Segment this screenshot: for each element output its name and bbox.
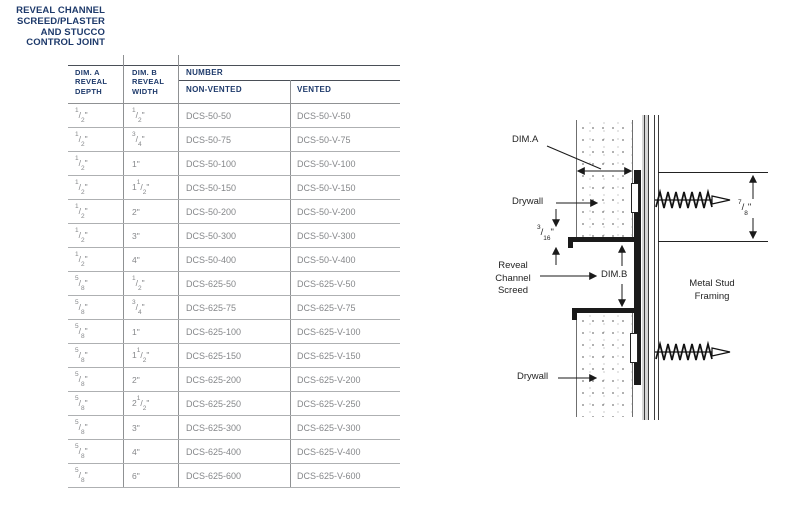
cell-vented: DCS-50-V-100 (297, 158, 356, 169)
cell-vented: DCS-625-V-150 (297, 350, 361, 361)
flange-thickness-label: $^3/_{16}$" (537, 224, 554, 242)
cell-vented: DCS-625-V-100 (297, 326, 361, 337)
cell-dim-b: $^1/_2$" (132, 274, 145, 292)
cell-dim-a: $^5/_8$" (75, 418, 88, 436)
cell-non-vented: DCS-625-400 (186, 446, 242, 457)
cell-dim-a: $^1/_2$" (75, 154, 88, 172)
table-row (68, 104, 400, 128)
cell-non-vented: DCS-625-100 (186, 326, 242, 337)
cell-vented: DCS-50-V-400 (297, 254, 356, 265)
cell-non-vented: DCS-625-600 (186, 470, 242, 481)
table-rows (68, 103, 400, 488)
cell-vented: DCS-50-V-50 (297, 110, 351, 121)
cell-non-vented: DCS-50-50 (186, 110, 232, 121)
screw-lower-icon (655, 344, 730, 360)
cell-dim-b: 2" (132, 206, 140, 217)
cell-vented: DCS-625-V-400 (297, 446, 361, 457)
cell-vented: DCS-625-V-300 (297, 422, 361, 433)
cell-non-vented: DCS-50-200 (186, 206, 237, 217)
header-vented: VENTED (297, 85, 332, 94)
cell-non-vented: DCS-625-150 (186, 350, 242, 361)
reveal-channel-label: Reveal Channel Screed (495, 260, 531, 296)
dim-a-label: DIM.A (512, 134, 539, 145)
cell-vented: DCS-50-V-200 (297, 206, 356, 217)
table-row (68, 320, 400, 344)
cell-dim-a: $^1/_2$" (75, 178, 88, 196)
cell-dim-b: 2" (132, 374, 140, 385)
cell-dim-b: 4" (132, 254, 140, 265)
table-row (68, 224, 400, 248)
title-line: SCREED/PLASTER (17, 15, 105, 27)
cell-dim-b: $1^1/_2$" (132, 178, 150, 196)
cell-vented: DCS-50-V-150 (297, 182, 356, 193)
cell-dim-a: $^1/_2$" (75, 226, 88, 244)
cell-vented: DCS-625-V-75 (297, 302, 356, 313)
cell-dim-b: 4" (132, 446, 140, 457)
cell-dim-a: $^5/_8$" (75, 442, 88, 460)
cell-vented: DCS-50-V-300 (297, 230, 356, 241)
title-line: AND STUCCO (40, 26, 105, 38)
drywall-upper-label: Drywall (512, 196, 544, 207)
table-row (68, 344, 400, 368)
cell-non-vented: DCS-50-150 (186, 182, 237, 193)
dim-b-label: DIM.B (601, 269, 628, 280)
cell-non-vented: DCS-625-50 (186, 278, 237, 289)
table-row (68, 176, 400, 200)
title-line: REVEAL CHANNEL (16, 5, 105, 16)
metal-stud-label: Metal Stud Framing (689, 278, 735, 302)
cell-dim-a: $^5/_8$" (75, 322, 88, 340)
cell-dim-b: 3" (132, 230, 140, 241)
table-row (68, 296, 400, 320)
cell-vented: DCS-625-V-200 (297, 374, 361, 385)
cell-dim-b: 3" (132, 422, 140, 433)
cell-non-vented: DCS-50-400 (186, 254, 237, 265)
cell-non-vented: DCS-625-200 (186, 374, 242, 385)
cell-dim-a: $^5/_8$" (75, 370, 88, 388)
cell-dim-a: $^5/_8$" (75, 394, 88, 412)
table-row (68, 416, 400, 440)
page-title (12, 6, 105, 49)
cell-vented: DCS-625-V-250 (297, 398, 361, 409)
table-row (68, 368, 400, 392)
cell-non-vented: DCS-625-250 (186, 398, 242, 409)
cell-dim-a: $^5/_8$" (75, 466, 88, 484)
cell-dim-a: $^5/_8$" (75, 298, 88, 316)
cell-dim-b: $^3/_4$" (132, 298, 145, 316)
table-top-rule (68, 65, 400, 66)
section-diagram (480, 100, 792, 430)
channel-depth-label: $^7/_8$" (738, 199, 752, 217)
cell-dim-a: $^1/_2$" (75, 130, 88, 148)
cell-non-vented: DCS-50-300 (186, 230, 237, 241)
cell-non-vented: DCS-625-75 (186, 302, 237, 313)
cell-dim-b: 6" (132, 470, 140, 481)
product-table (68, 55, 400, 488)
header-dim-a: DIM. A REVEAL DEPTH (75, 68, 108, 96)
header-dim-b: DIM. B REVEAL WIDTH (132, 68, 165, 96)
cell-vented: DCS-625-V-50 (297, 278, 356, 289)
title-line: CONTROL JOINT (26, 37, 105, 49)
table-row (68, 152, 400, 176)
screw-upper-icon (655, 192, 730, 208)
header-non-vented: NON-VENTED (186, 85, 242, 94)
cell-non-vented: DCS-50-75 (186, 134, 232, 145)
cell-dim-a: $^1/_2$" (75, 202, 88, 220)
cell-vented: DCS-50-V-75 (297, 134, 351, 145)
cell-dim-b: 1" (132, 158, 140, 169)
cell-dim-a: $^5/_8$" (75, 346, 88, 364)
table-row (68, 248, 400, 272)
cell-non-vented: DCS-50-100 (186, 158, 237, 169)
cell-dim-b: $2^1/_2$" (132, 394, 150, 412)
header-number: NUMBER (186, 68, 223, 77)
cell-dim-b: 1" (132, 326, 140, 337)
cell-dim-a: $^1/_2$" (75, 106, 88, 124)
cell-non-vented: DCS-625-300 (186, 422, 242, 433)
cell-dim-b: $1^1/_2$" (132, 346, 150, 364)
table-row (68, 464, 400, 488)
table-row (68, 200, 400, 224)
cell-vented: DCS-625-V-600 (297, 470, 361, 481)
table-row (68, 440, 400, 464)
table-row (68, 392, 400, 416)
cell-dim-a: $^1/_2$" (75, 250, 88, 268)
table-row (68, 272, 400, 296)
number-header-rule (178, 80, 400, 81)
table-row (68, 128, 400, 152)
cell-dim-b: $^1/_2$" (132, 106, 145, 124)
cell-dim-a: $^5/_8$" (75, 274, 88, 292)
drywall-lower-label: Drywall (517, 371, 549, 382)
cell-dim-b: $^3/_4$" (132, 130, 145, 148)
dim-a-leader-line (547, 146, 601, 169)
